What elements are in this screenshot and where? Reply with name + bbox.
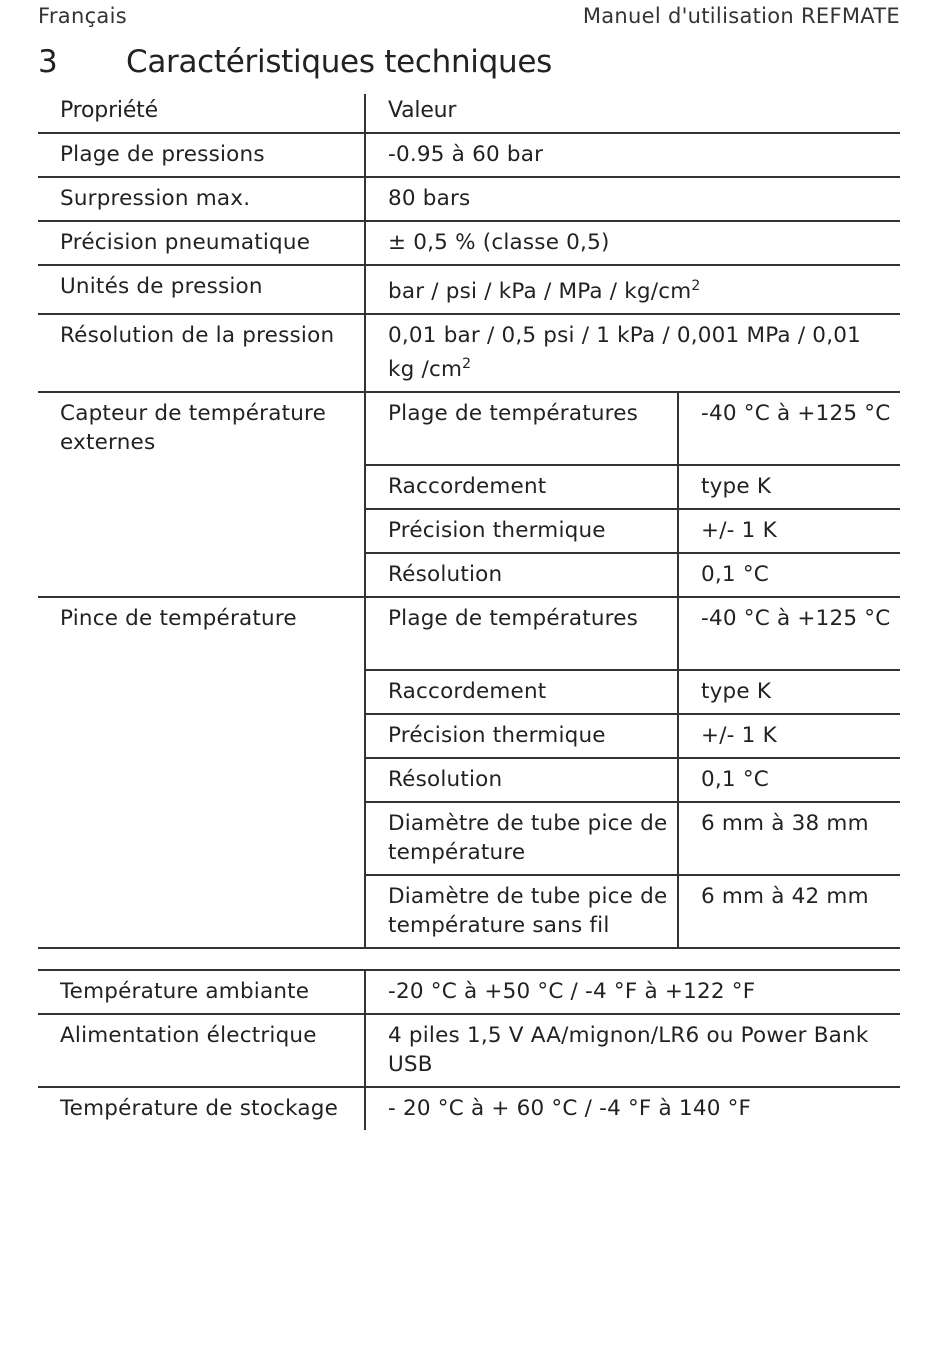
- sub-value-cell: type K: [678, 465, 900, 509]
- section-number: 3: [38, 44, 58, 80]
- property-cell: Pince de température: [38, 597, 365, 948]
- sub-label-cell: Précision thermique: [365, 714, 678, 758]
- table-row: [38, 597, 900, 670]
- header-language: Français: [38, 4, 127, 28]
- section-title: Caractéristiques techniques: [126, 44, 552, 80]
- sub-label-cell: Précision thermique: [365, 509, 678, 553]
- sub-value-cell: -40 °C à +125 °C: [678, 392, 900, 465]
- sub-value-cell: 0,1 °C: [678, 553, 900, 597]
- property-cell: Plage de pressions: [38, 133, 365, 177]
- table-row: [38, 1087, 900, 1130]
- sub-value-cell: 6 mm à 42 mm: [678, 875, 900, 948]
- property-cell: Surpression max.: [38, 177, 365, 221]
- property-cell: Capteur de température externes: [38, 392, 365, 597]
- superscript: 2: [691, 278, 701, 294]
- superscript: 2: [462, 356, 472, 373]
- value-cell: [365, 265, 900, 314]
- table-row: [38, 970, 900, 1014]
- value-cell: -0.95 à 60 bar: [365, 133, 900, 177]
- column-header-property: Propriété: [38, 94, 365, 133]
- specs-table: [38, 94, 900, 949]
- table-row: [38, 314, 900, 392]
- value-cell: 4 piles 1,5 V AA/mignon/LR6 ou Power Bank USB: [365, 1014, 900, 1087]
- sub-value-cell: +/- 1 K: [678, 509, 900, 553]
- property-cell: Unités de pression: [38, 265, 365, 314]
- sub-value-cell: 0,1 °C: [678, 758, 900, 802]
- sub-value-cell: +/- 1 K: [678, 714, 900, 758]
- sub-label-cell: Résolution: [365, 553, 678, 597]
- property-cell: Résolution de la pression: [38, 314, 365, 392]
- table-row: [38, 392, 900, 465]
- value-cell: [365, 314, 900, 392]
- section-heading: [38, 44, 552, 80]
- value-text: 0,01 bar / 0,5 psi / 1 kPa / 0,001 MPa / 0,01 kg /cm: [388, 323, 861, 383]
- table-row: [38, 177, 900, 221]
- table-row: [38, 1014, 900, 1087]
- value-cell: -20 °C à +50 °C / -4 °F à +122 °F: [365, 970, 900, 1014]
- value-cell: - 20 °C à + 60 °C / -4 °F à 140 °F: [388, 1096, 752, 1121]
- table-row: [38, 133, 900, 177]
- sub-label-cell: Résolution: [365, 758, 678, 802]
- sub-label-cell: Plage de températures: [365, 392, 678, 465]
- sub-label-cell: Plage de températures: [365, 597, 678, 670]
- sub-label-cell: Raccordement: [365, 465, 678, 509]
- sub-label-cell: Diamètre de tube pice de température: [365, 802, 678, 875]
- table-row: [38, 265, 900, 314]
- specs-table-continued: [38, 969, 900, 1130]
- property-cell: Température ambiante: [38, 970, 365, 1014]
- sub-label-cell: Diamètre de tube pice de température sans fil: [365, 875, 678, 948]
- sub-label-cell: Raccordement: [365, 670, 678, 714]
- table-header-row: [38, 94, 900, 133]
- property-cell: Température de stockage: [38, 1087, 365, 1130]
- sub-value-cell: -40 °C à +125 °C: [678, 597, 900, 670]
- value-cell: ± 0,5 % (classe 0,5): [365, 221, 900, 265]
- column-header-value: Valeur: [365, 94, 900, 133]
- table-row: [38, 221, 900, 265]
- value-text: bar / psi / kPa / MPa / kg/cm: [388, 279, 692, 305]
- sub-value-cell: type K: [678, 670, 900, 714]
- property-cell: Précision pneumatique: [38, 221, 365, 265]
- property-cell: Alimentation électrique: [38, 1014, 365, 1087]
- value-cell: 80 bars: [365, 177, 900, 221]
- sub-value-cell: 6 mm à 38 mm: [678, 802, 900, 875]
- header-manual-title: Manuel d'utilisation REFMATE: [582, 4, 900, 28]
